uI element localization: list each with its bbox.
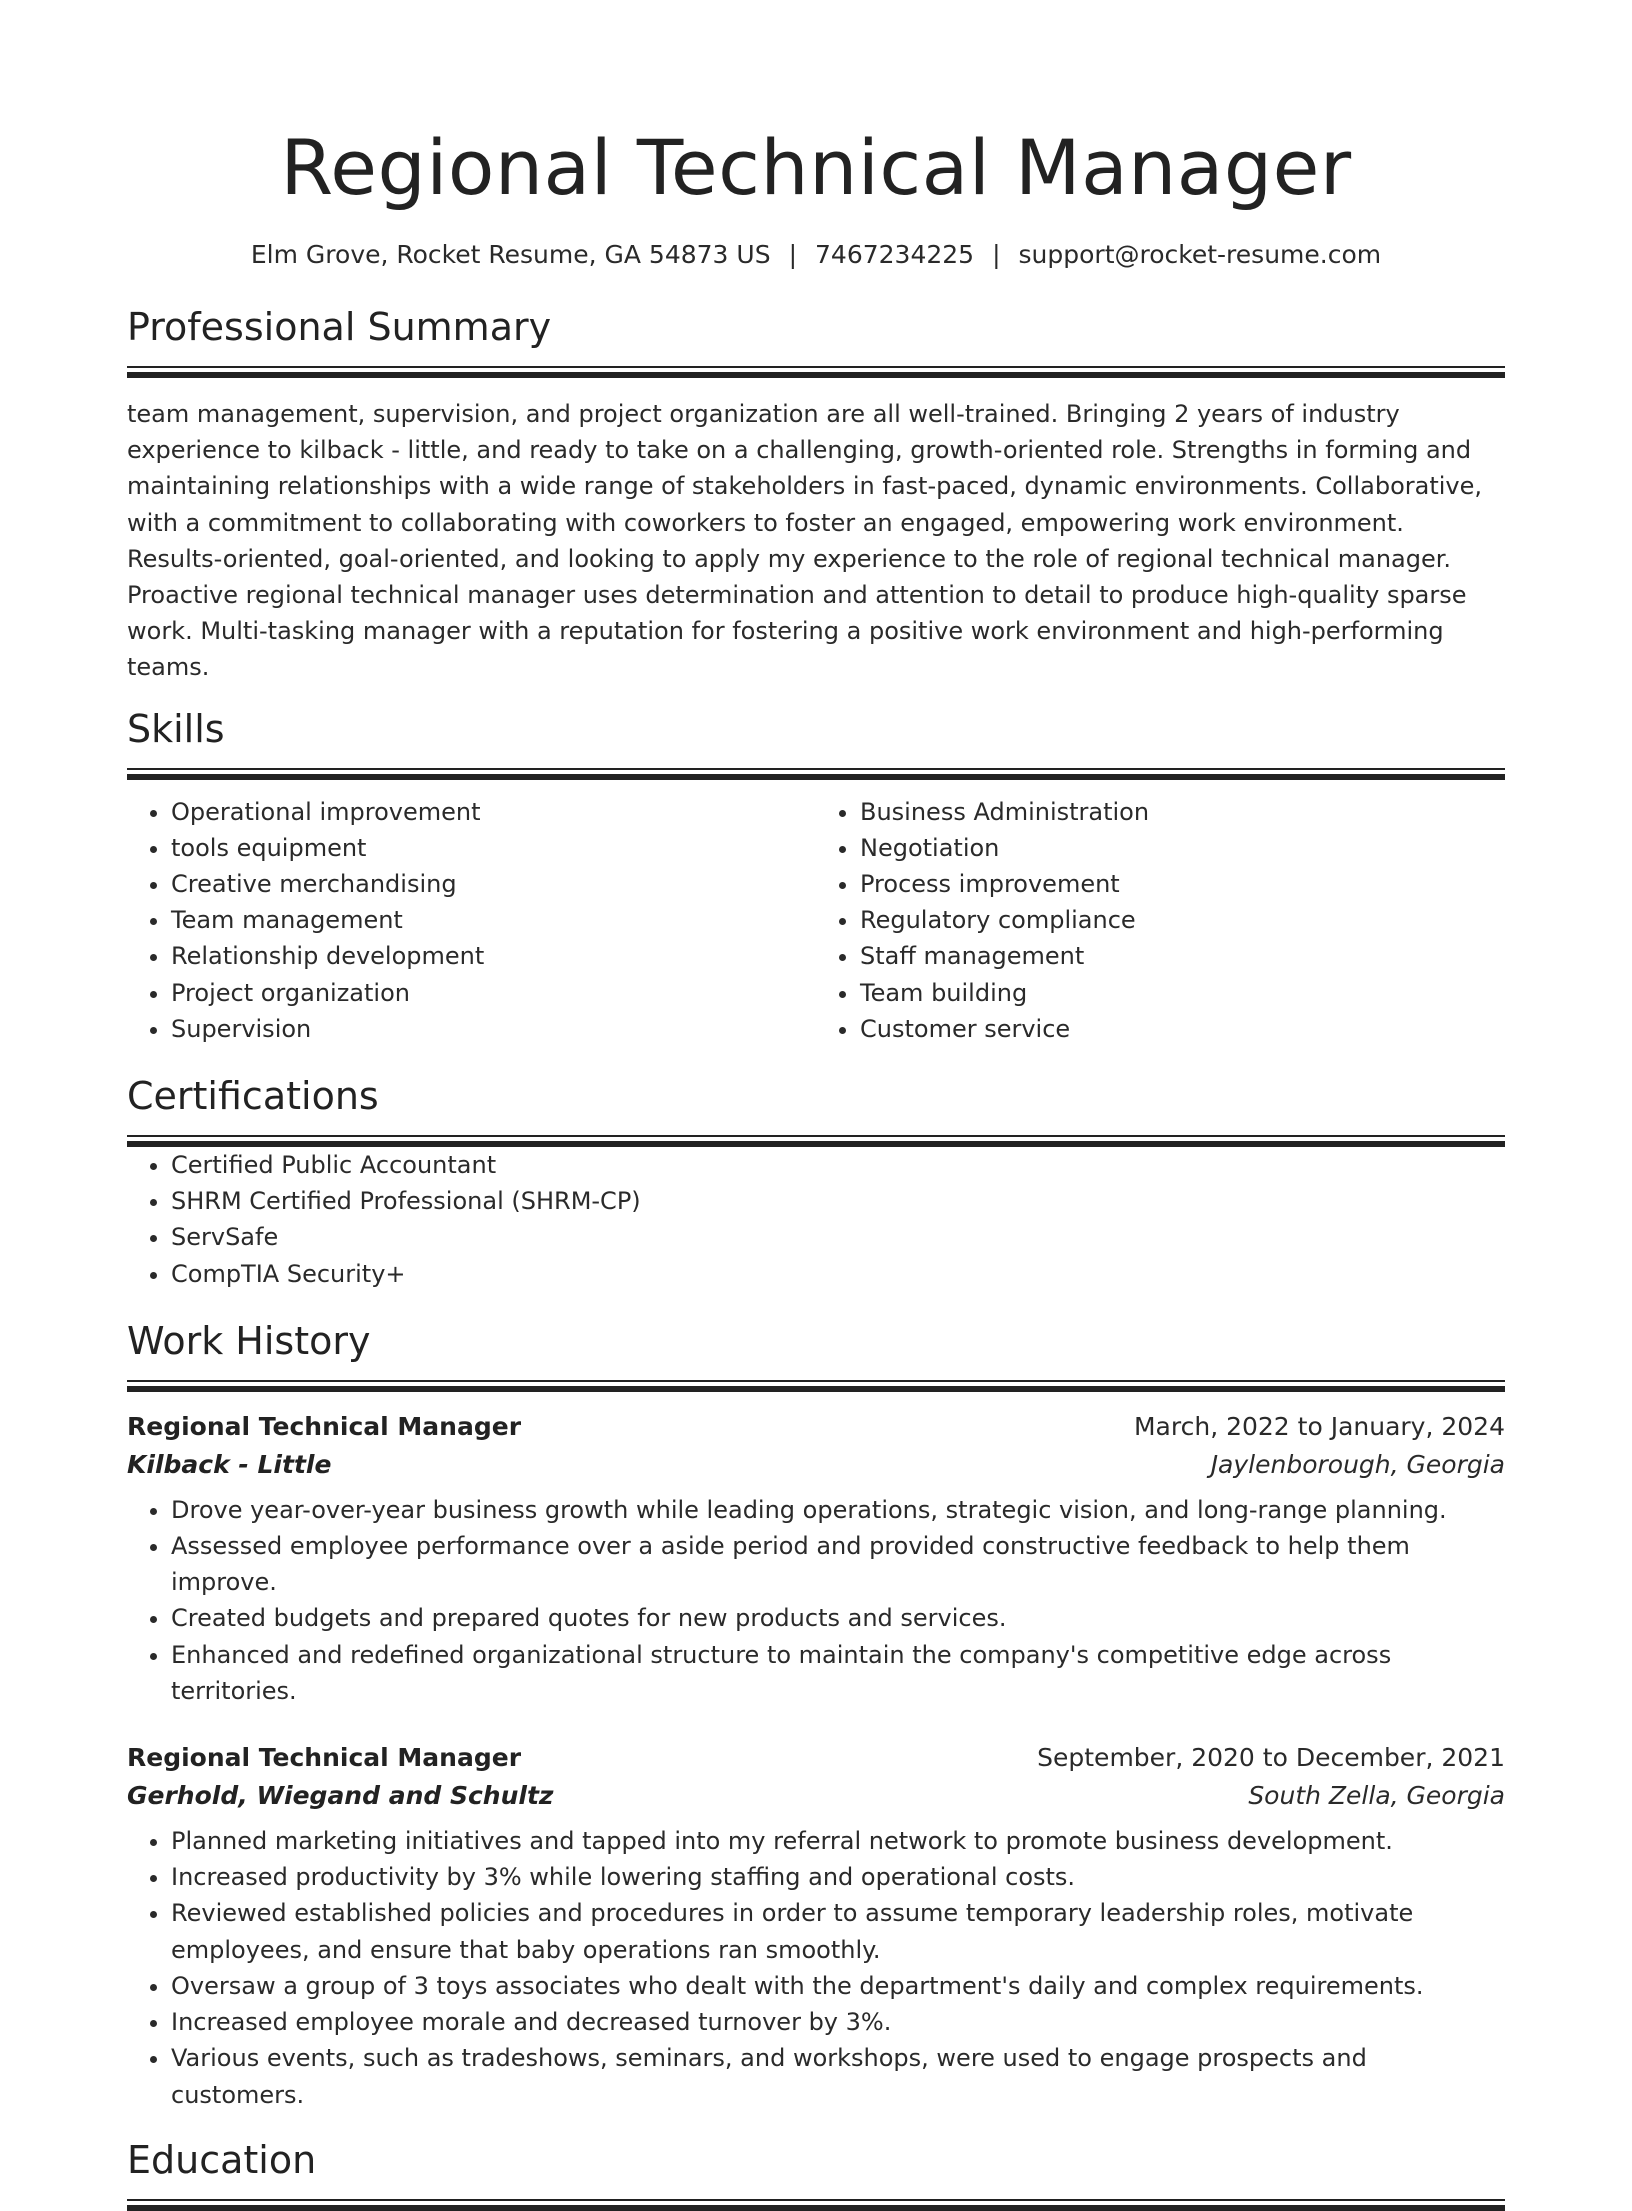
job-header-row — [127, 1408, 1505, 1446]
section-title-skills: Skills — [127, 706, 225, 751]
skills-left-list — [127, 794, 816, 1047]
section-divider — [127, 2199, 1505, 2211]
certifications-list — [127, 1147, 1505, 1292]
section-title-education: Education — [127, 2137, 317, 2182]
job-bullet: • Assessed employee performance over a aside period and provided constructive feedback to help them improve. — [171, 1528, 1505, 1600]
skill-item: • Operational improvement — [171, 794, 816, 830]
certification-item: • ServSafe — [171, 1219, 1505, 1255]
job-entry — [127, 1739, 1505, 2113]
job-location: South Zella, Georgia — [1248, 1781, 1505, 1811]
certification-item: • Certified Public Accountant — [171, 1147, 1505, 1183]
skill-item: • Team management — [171, 902, 816, 938]
certification-item: • CompTIA Security+ — [171, 1256, 1505, 1292]
summary-section — [127, 302, 1505, 686]
job-bullets — [127, 1823, 1505, 2113]
contact-separator: | — [788, 240, 798, 269]
job-bullet: • Oversaw a group of 3 toys associates who dealt with the department's daily and complex requirements. — [171, 1968, 1505, 2004]
contact-email[interactable]: support@rocket-resume.com — [1018, 240, 1382, 269]
section-divider — [127, 366, 1505, 378]
education-section — [127, 2135, 1505, 2211]
job-bullet: • Drove year-over-year business growth while leading operations, strategic vision, and long-range planning. — [171, 1492, 1505, 1528]
job-title: Regional Technical Manager — [127, 1411, 522, 1441]
section-divider — [127, 768, 1505, 780]
skill-item: • Team building — [860, 975, 1505, 1011]
section-divider — [127, 1380, 1505, 1392]
skill-item: • Regulatory compliance — [860, 902, 1505, 938]
resume-name: Regional Technical Manager — [280, 123, 1352, 212]
summary-text: team management, supervision, and project organization are all well-trained. Bringing 2 years of industry experience to kilback - little, and ready to take on a challenging, growth-oriented role. Strengths in forming and maintaining relationships with a wide range of stakeholders in fast-paced, dynamic environments. Collaborative, with a commitment to collaborating with coworkers to foster an engaged, empowering work environment. Results-oriented, goal-oriented, and looking to apply my experience to the role of regional technical manager. Proactive regional technical manager uses determination and attention to detail to produce high-quality sparse work. Multi-tasking manager with a reputation for fostering a positive work environment and high-performing teams. — [127, 400, 1483, 682]
skill-item: • tools equipment — [171, 830, 816, 866]
skill-item: • Negotiation — [860, 830, 1505, 866]
job-entry — [127, 1408, 1505, 1709]
job-company-row — [127, 1446, 1505, 1484]
skill-item: • Supervision — [171, 1011, 816, 1047]
job-bullet: • Various events, such as tradeshows, seminars, and workshops, were used to engage prospects and customers. — [171, 2040, 1505, 2112]
work-history-section — [127, 1316, 1505, 2113]
job-header-row — [127, 1739, 1505, 1777]
contact-address: Elm Grove, Rocket Resume, GA 54873 US — [250, 240, 771, 269]
job-company: Kilback - Little — [127, 1449, 332, 1479]
section-title-work-history: Work History — [127, 1318, 371, 1363]
job-bullet: • Created budgets and prepared quotes for new products and services. — [171, 1600, 1505, 1636]
job-bullet: • Increased productivity by 3% while lowering staffing and operational costs. — [171, 1859, 1505, 1895]
job-bullets — [127, 1492, 1505, 1709]
job-bullet: • Reviewed established policies and procedures in order to assume temporary leadership roles, motivate employees, and ensure that baby operations ran smoothly. — [171, 1895, 1505, 1967]
section-title-summary: Professional Summary — [127, 305, 552, 349]
skill-item: • Customer service — [860, 1011, 1505, 1047]
skill-item: • Business Administration — [860, 794, 1505, 830]
skills-right-list — [816, 794, 1505, 1047]
job-company-row — [127, 1777, 1505, 1815]
skill-item: • Project organization — [171, 975, 816, 1011]
certifications-section — [127, 1071, 1505, 1292]
job-dates: March, 2022 to January, 2024 — [1133, 1411, 1505, 1441]
contact-phone: 7467234225 — [815, 240, 975, 269]
contact-separator: | — [992, 240, 1001, 269]
skills-section — [127, 704, 1505, 1047]
section-title-certifications: Certifications — [127, 1074, 379, 1119]
skill-item: • Relationship development — [171, 938, 816, 974]
job-bullet: • Planned marketing initiatives and tapped into my referral network to promote business development. — [171, 1823, 1505, 1859]
job-location: Jaylenborough, Georgia — [1210, 1449, 1505, 1479]
job-company: Gerhold, Wiegand and Schultz — [127, 1781, 554, 1811]
job-title: Regional Technical Manager — [127, 1743, 522, 1773]
job-dates: September, 2020 to December, 2021 — [1037, 1743, 1505, 1773]
skill-item: • Process improvement — [860, 866, 1505, 902]
skills-grid — [127, 794, 1505, 1047]
job-bullet: • Enhanced and redefined organizational structure to maintain the company's competitive edge across territories. — [171, 1637, 1505, 1709]
contact-line — [127, 238, 1505, 272]
skill-item: • Creative merchandising — [171, 866, 816, 902]
section-divider — [127, 1135, 1505, 1147]
certification-item: • SHRM Certified Professional (SHRM-CP) — [171, 1183, 1505, 1219]
skill-item: • Staff management — [860, 938, 1505, 974]
job-bullet: • Increased employee morale and decreased turnover by 3%. — [171, 2004, 1505, 2040]
